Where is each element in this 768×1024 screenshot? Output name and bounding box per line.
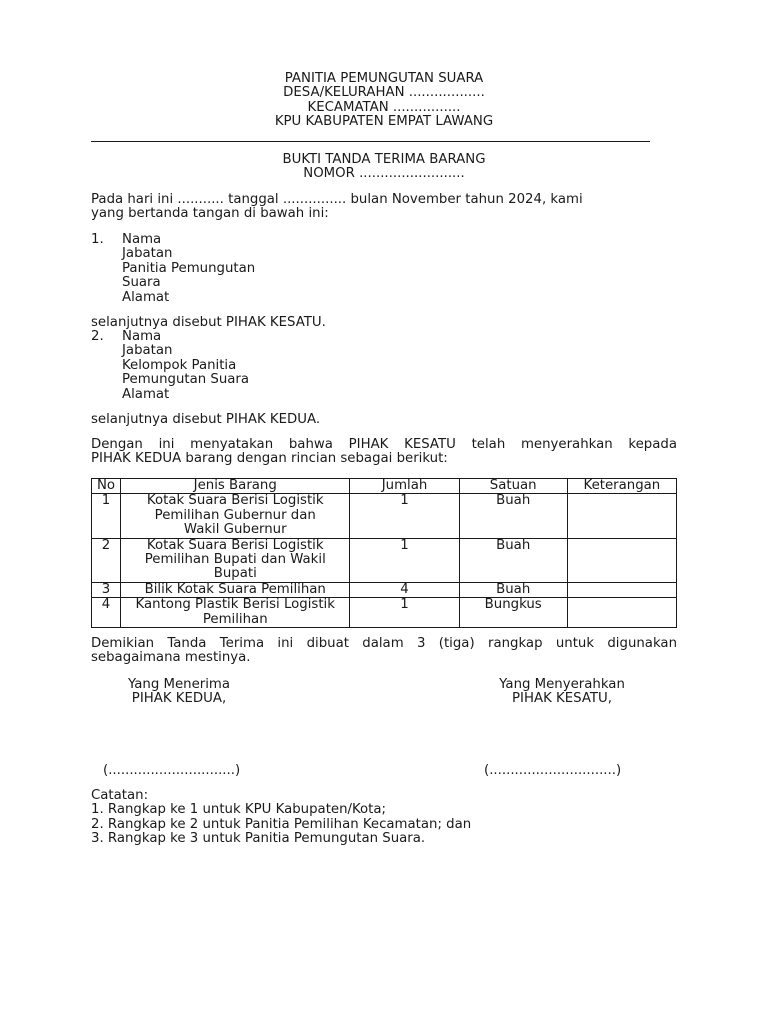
signature-receiver	[79, 678, 279, 707]
cell-no: 2	[92, 538, 121, 582]
header-kpu: KPU KABUPATEN EMPAT LAWANG	[274, 114, 494, 130]
statement-line-2: PIHAK KEDUA barang dengan rincian sebagai berikut:	[91, 451, 448, 466]
table-header-row	[92, 479, 677, 494]
cell-satuan: Bungkus	[459, 598, 567, 628]
cell-line: Pemilihan Bupati dan Wakil	[144, 552, 326, 568]
party2-jabatan-label: Jabatan	[122, 343, 173, 359]
cell-jumlah: 1	[350, 538, 459, 582]
title-number: NOMOR .........................	[303, 166, 465, 182]
party2-suffix: selanjutnya disebut PIHAK KEDUA.	[91, 412, 321, 427]
cell-line: Kotak Suara Berisi Logistik	[146, 493, 324, 509]
statement-line-1: Dengan ini menyatakan bahwa PIHAK KESATU telah menyerahkan kepada	[91, 437, 677, 452]
header-jumlah: Jumlah	[350, 479, 459, 494]
header-committee: PANITIA PEMUNGUTAN SUARA	[284, 71, 484, 86]
receiver-name-placeholder: (..............................)	[103, 763, 241, 778]
cell-satuan: Buah	[459, 538, 567, 582]
header-keterangan: Keterangan	[567, 479, 676, 494]
table-row	[92, 494, 677, 538]
cell-jumlah: 4	[350, 582, 459, 597]
closing-line-2: sebagaimana mestinya.	[91, 650, 251, 665]
party1-alamat-label: Alamat	[122, 289, 170, 305]
closing-line-1: Demikian Tanda Terima ini dibuat dalam 3 (tiga) rangkap untuk digunakan	[91, 636, 677, 651]
receiver-party: PIHAK KEDUA,	[131, 691, 227, 707]
cell-jumlah: 1	[350, 494, 459, 538]
header-district: KECAMATAN ................	[307, 99, 461, 115]
party2-number: 2.	[91, 329, 104, 344]
cell-keterangan	[567, 494, 676, 538]
cell-no: 3	[92, 582, 121, 597]
party1-jabatan-label: Jabatan	[122, 246, 173, 262]
giver-name-placeholder: (..............................)	[484, 763, 622, 778]
document-title	[0, 153, 768, 182]
party1-number: 1.	[91, 232, 104, 247]
party2-nama-label: Nama	[122, 329, 162, 344]
cell-keterangan	[567, 582, 676, 597]
table-row	[92, 582, 677, 597]
party1-jabatan-value-1: Panitia Pemungutan	[122, 260, 256, 276]
cell-jenis-barang	[121, 598, 350, 628]
cell-line: Wakil Gubernur	[183, 522, 287, 538]
cell-satuan: Buah	[459, 582, 567, 597]
header-jenis-barang: Jenis Barang	[121, 479, 350, 494]
party2-alamat-label: Alamat	[122, 386, 170, 402]
cell-no: 1	[92, 494, 121, 538]
cell-line: Bupati	[213, 566, 257, 582]
cell-line: Pemilihan	[202, 611, 268, 627]
header-no: No	[92, 479, 121, 494]
header-divider	[91, 141, 650, 142]
receiver-role: Yang Menerima	[127, 677, 231, 692]
party2-jabatan-value-2: Pemungutan Suara	[122, 372, 250, 388]
cell-line: Bilik Kotak Suara Pemilihan	[144, 581, 326, 597]
items-table	[91, 478, 677, 628]
cell-line: Kotak Suara Berisi Logistik	[146, 537, 324, 553]
notes	[91, 789, 471, 847]
notes-title: Catatan:	[91, 788, 149, 803]
party1-nama-label: Nama	[122, 232, 162, 247]
giver-party: PIHAK KESATU,	[512, 691, 612, 707]
cell-jenis-barang	[121, 582, 350, 597]
header	[0, 72, 768, 130]
header-satuan: Satuan	[459, 479, 567, 494]
giver-role: Yang Menyerahkan	[499, 677, 625, 692]
cell-satuan: Buah	[459, 494, 567, 538]
table-row	[92, 598, 677, 628]
cell-line: Pemilihan Gubernur dan	[154, 507, 316, 523]
party2-fields	[122, 330, 249, 402]
header-village: DESA/KELURAHAN ..................	[283, 85, 485, 101]
cell-jumlah: 1	[350, 598, 459, 628]
cell-keterangan	[567, 598, 676, 628]
party1-fields	[122, 233, 255, 305]
party2-jabatan-value-1: Kelompok Panitia	[122, 357, 237, 373]
party1-jabatan-value-2: Suara	[122, 275, 161, 291]
intro-line-2: yang bertanda tangan di bawah ini:	[91, 206, 329, 222]
signature-giver	[462, 678, 662, 707]
intro-line-1: Pada hari ini ........... tanggal ............... bulan November tahun 2024, kami	[91, 192, 583, 207]
note-item: 3. Rangkap ke 3 untuk Panitia Pemungutan Suara.	[91, 831, 426, 847]
cell-keterangan	[567, 538, 676, 582]
intro-paragraph	[91, 193, 677, 222]
title-main: BUKTI TANDA TERIMA BARANG	[282, 152, 486, 167]
cell-line: Kantong Plastik Berisi Logistik	[135, 597, 335, 613]
table-row	[92, 538, 677, 582]
note-item: 2. Rangkap ke 2 untuk Panitia Pemilihan Kecamatan; dan	[91, 816, 472, 832]
party1-suffix: selanjutnya disebut PIHAK KESATU.	[91, 315, 326, 330]
cell-no: 4	[92, 598, 121, 628]
cell-jenis-barang	[121, 494, 350, 538]
note-item: 1. Rangkap ke 1 untuk KPU Kabupaten/Kota;	[91, 802, 387, 818]
cell-jenis-barang	[121, 538, 350, 582]
